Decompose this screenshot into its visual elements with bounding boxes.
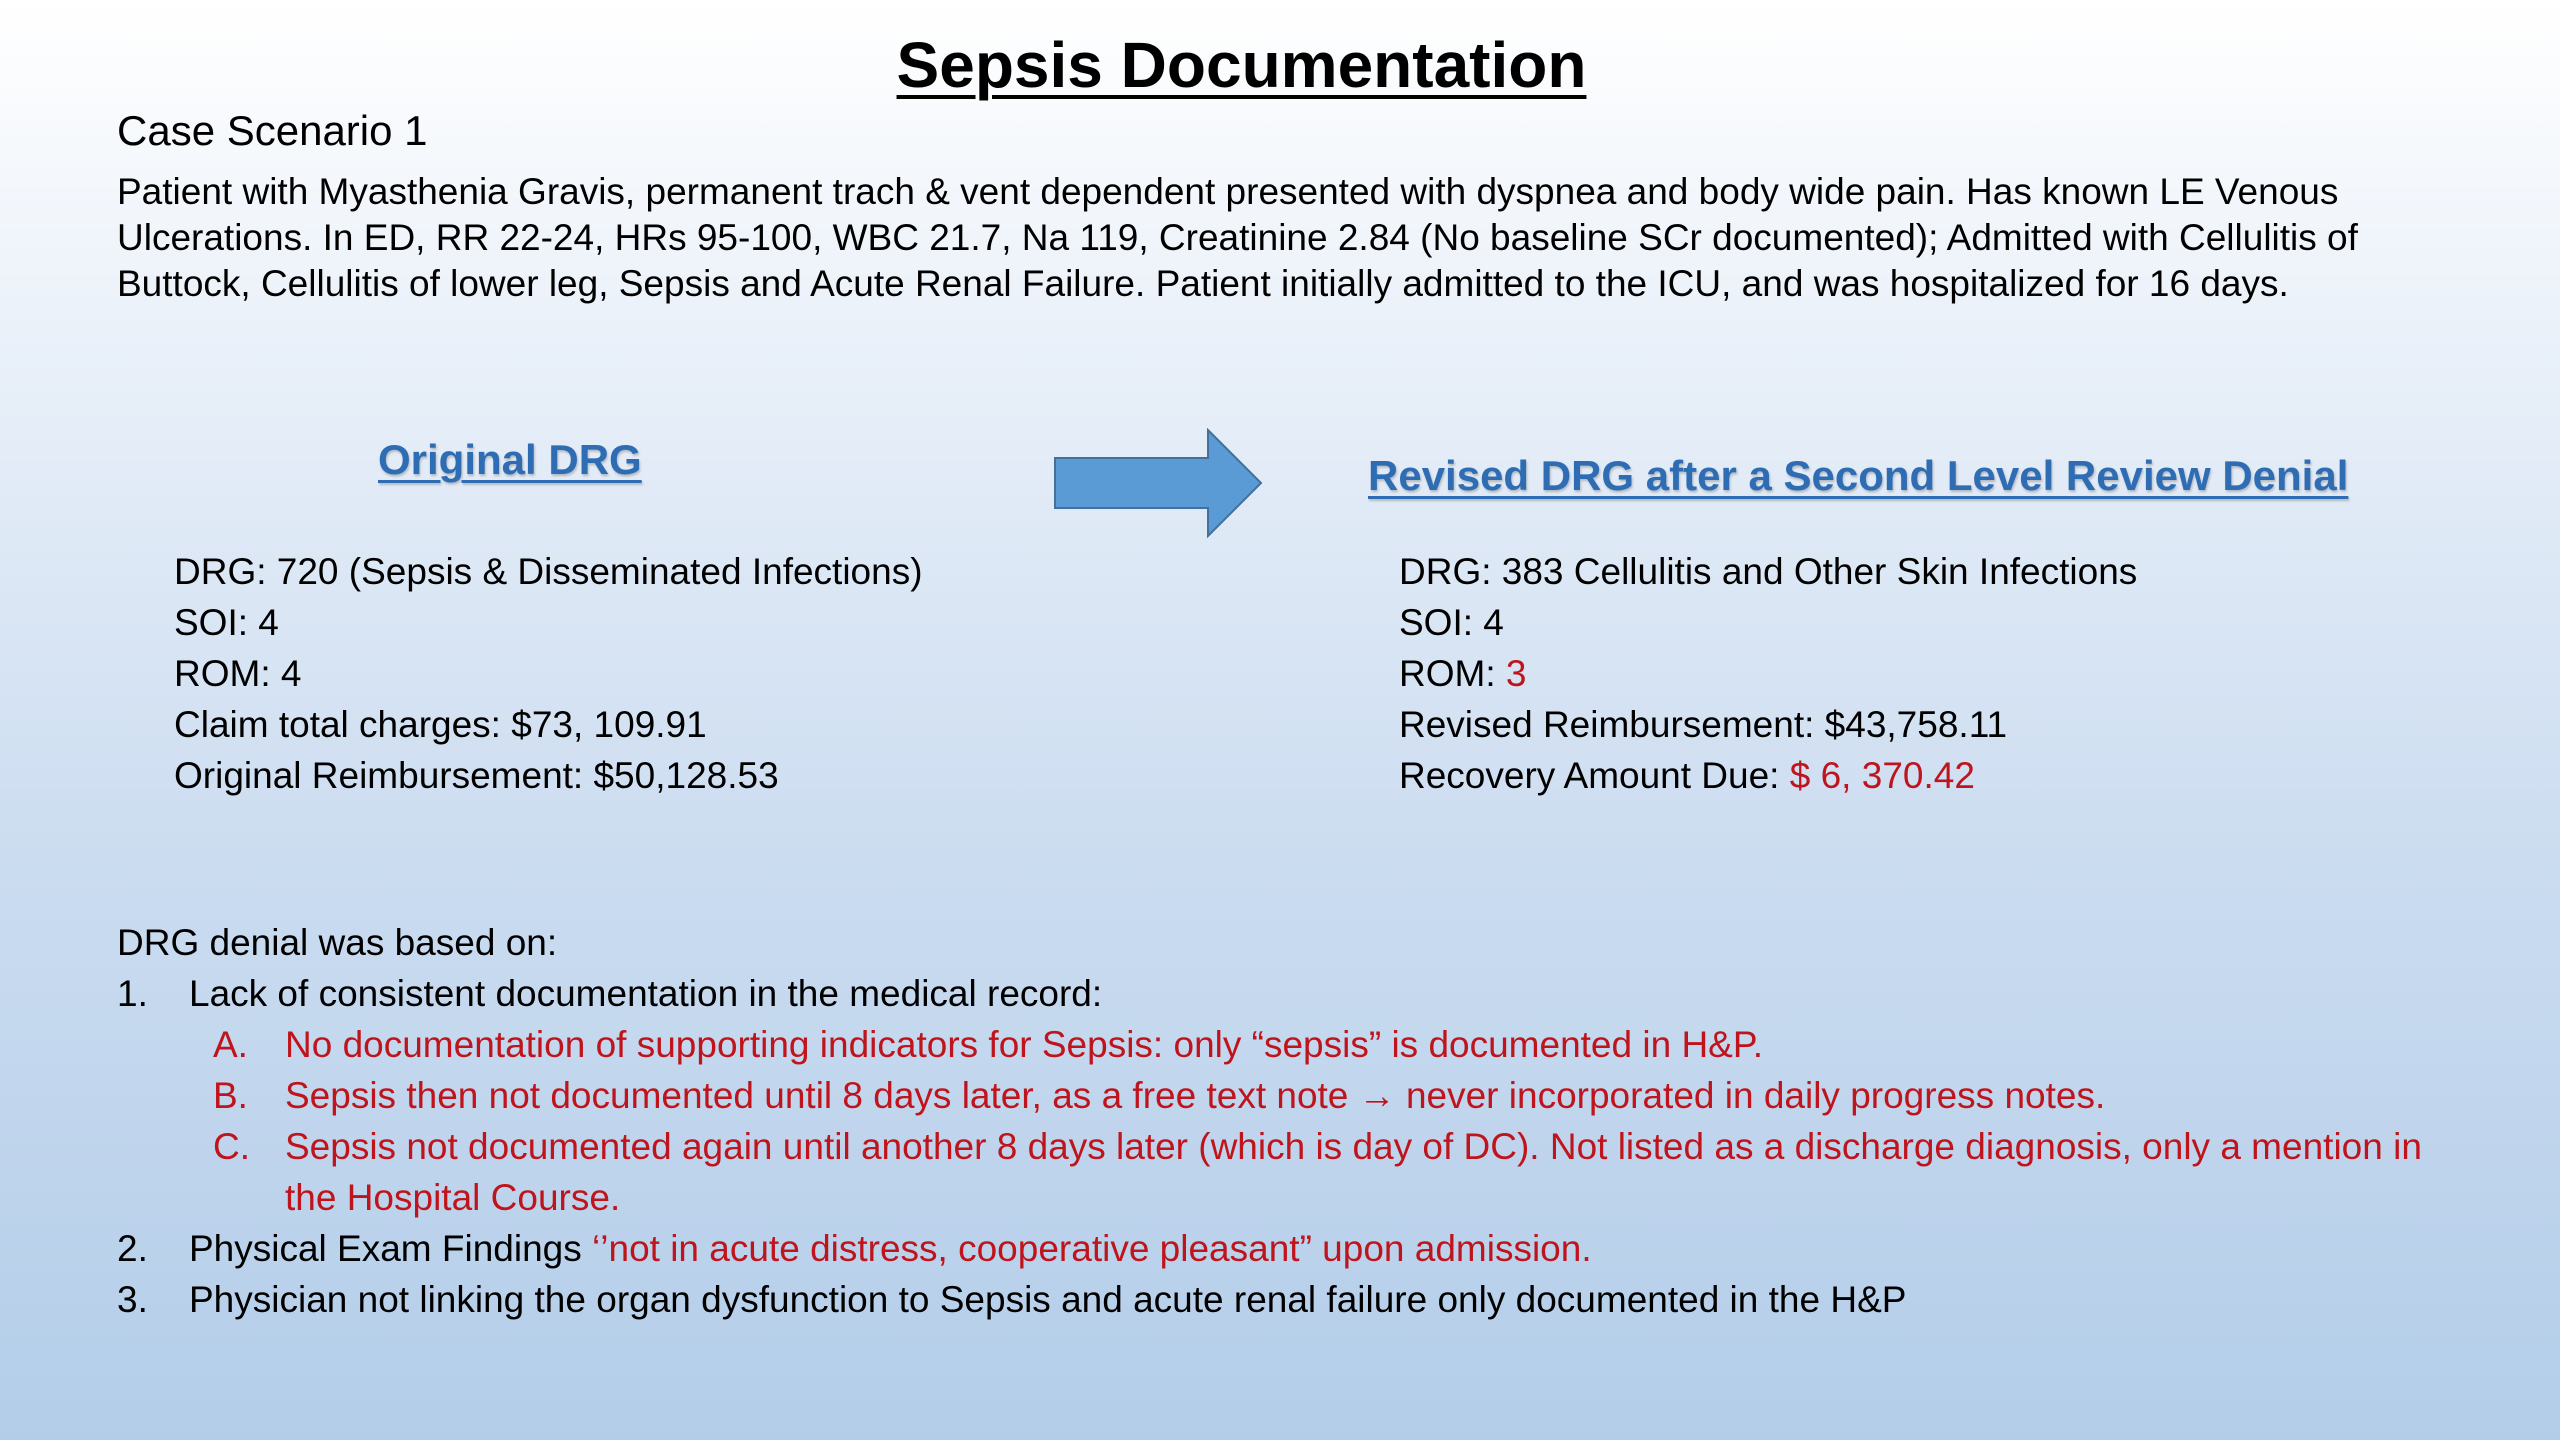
- original-drg-heading: Original DRG: [378, 436, 642, 483]
- list-item: [117, 1223, 2477, 1274]
- sub-list-item: [117, 1121, 2477, 1223]
- right-arrow-glyph-icon: →: [1358, 1075, 1396, 1116]
- sub-list-item-text: No documentation of supporting indicators for Sepsis: only “sepsis” is documented in H&P.: [285, 1024, 1764, 1065]
- list-item-number: 1.: [117, 973, 148, 1014]
- revised-rom: [1399, 648, 2137, 699]
- recovery-amount: [1399, 750, 2137, 801]
- sub-list-item-text: [285, 1070, 2477, 1121]
- sub-list-item-letter: A.: [213, 1024, 248, 1065]
- list-item-text: Physician not linking the organ dysfunction to Sepsis and acute renal failure only documented in the H&P: [189, 1279, 1907, 1320]
- original-claim-charges: Claim total charges: $73, 109.91: [174, 704, 707, 745]
- revised-drg-heading: Revised DRG after a Second Level Review Denial: [1368, 452, 2349, 499]
- original-soi: SOI: 4: [174, 602, 279, 643]
- recovery-amount-value: $ 6, 370.42: [1789, 755, 1975, 796]
- revised-drg-details: [1399, 546, 2137, 801]
- list-item-lead: Physical Exam Findings: [189, 1228, 593, 1269]
- sub-list-item: [117, 1019, 2477, 1070]
- list-item-quote: ‘’not in acute distress, cooperative pleasant” upon admission.: [592, 1228, 1592, 1269]
- page-title: Sepsis Documentation: [896, 29, 1587, 101]
- revised-rom-value: 3: [1505, 653, 1527, 694]
- sub-list-item-letter: C.: [213, 1126, 250, 1167]
- denial-basis-intro: DRG denial was based on:: [117, 922, 558, 963]
- original-drg-code: DRG: 720 (Sepsis & Disseminated Infections): [174, 551, 923, 592]
- list-item: [117, 968, 2477, 1019]
- sub-list-item-text-before: Sepsis then not documented until 8 days later, as a free text note: [285, 1075, 1359, 1116]
- list-item-number: 3.: [117, 1279, 148, 1320]
- case-scenario-label: Case Scenario 1: [117, 107, 428, 154]
- list-item: [117, 1274, 2477, 1325]
- denial-basis: [117, 917, 2477, 1325]
- sub-list-item-text: Sepsis not documented again until another 8 days later (which is day of DC). Not listed as a discharge diagnosis, only a mention in the Hospital Course.: [285, 1126, 2422, 1218]
- original-drg-details: [174, 546, 923, 801]
- list-item-text: Lack of consistent documentation in the medical record:: [189, 973, 1103, 1014]
- revised-drg-code: DRG: 383 Cellulitis and Other Skin Infections: [1399, 551, 2138, 592]
- sub-list-item-letter: B.: [213, 1075, 248, 1116]
- original-rom: ROM: 4: [174, 653, 302, 694]
- list-item-text: [189, 1223, 2477, 1274]
- case-description: Patient with Myasthenia Gravis, permanent trach & vent dependent presented with dyspnea and body wide pain. Has known LE Venous Ulcerations. In ED, RR 22-24, HRs 95-100, WBC 21.7, Na 119, Creatinine 2.84 (No baseline SCr documented); Admitted with Cellulitis of Buttock, Cellulitis of lower leg, Sepsis and Acute Renal Failure. Patient initially admitted to the ICU, and was hospitalized for 16 days.: [117, 171, 2358, 304]
- original-reimbursement: Original Reimbursement: $50,128.53: [174, 755, 779, 796]
- sub-list-item: [117, 1070, 2477, 1121]
- revised-rom-label: ROM:: [1399, 653, 1506, 694]
- recovery-amount-label: Recovery Amount Due:: [1399, 755, 1790, 796]
- right-arrow-icon: [1053, 428, 1263, 538]
- revised-soi: SOI: 4: [1399, 602, 1504, 643]
- revised-reimbursement: Revised Reimbursement: $43,758.11: [1399, 704, 2008, 745]
- sub-list-item-text-after: never incorporated in daily progress notes.: [1395, 1075, 2106, 1116]
- list-item-number: 2.: [117, 1228, 148, 1269]
